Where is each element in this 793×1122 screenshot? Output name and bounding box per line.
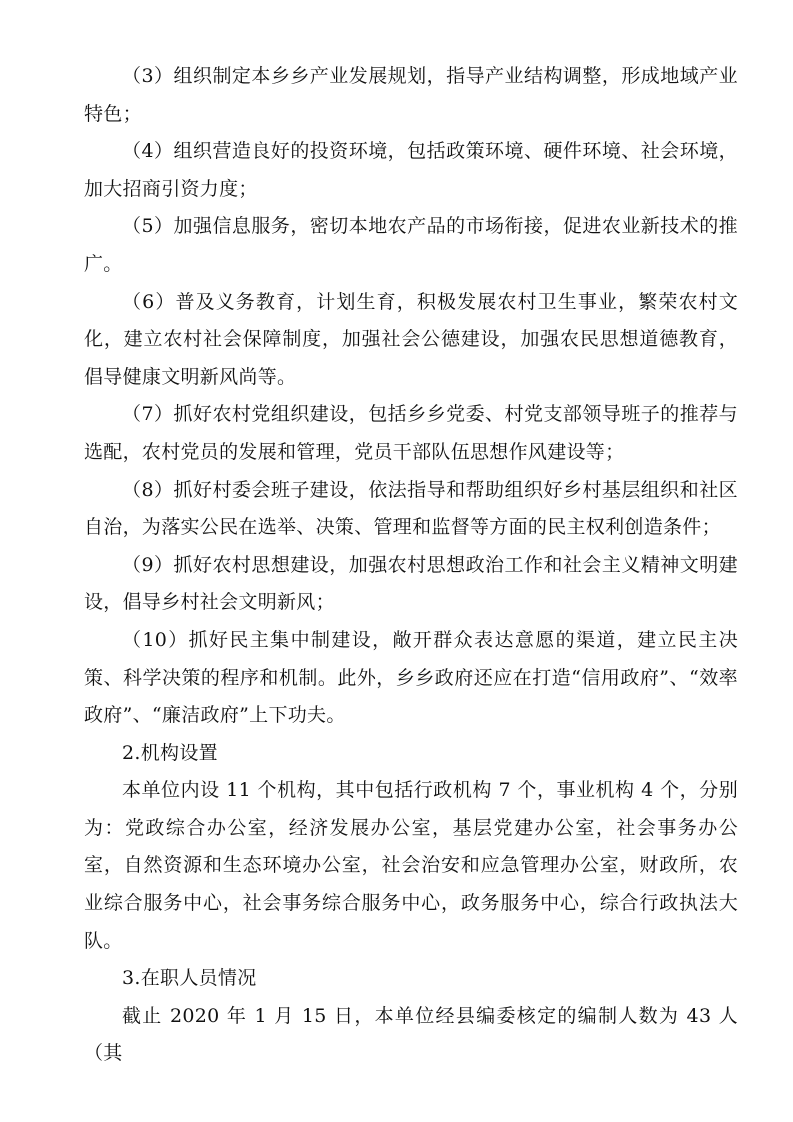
list-item: （8）抓好村委会班子建设，依法指导和帮助组织好乡村基层组织和社区自治，为落实公民在选举、决策、管理和监督等方面的民主权利创造条件； [84,478,738,539]
list-item: （3）组织制定本乡乡产业发展规划，指导产业结构调整，形成地域产业特色； [84,65,738,125]
list-item: （9）抓好农村思想建设，加强农村思想政治工作和社会主义精神文明建设，倡导乡村社会文明新风； [84,553,738,614]
list-item: （7）抓好农村党组织建设，包括乡乡党委、村党支部领导班子的推荐与选配，农村党员的发展和管理，党员干部队伍思想作风建设等； [84,403,738,463]
list-item: （4）组织营造良好的投资环境，包括政策环境、硬件环境、社会环境，加大招商引资力度； [84,140,738,200]
list-item: （5）加强信息服务，密切本地农产品的市场衔接，促进农业新技术的推广。 [84,215,738,275]
section-heading-staff: 3.在职人员情况 [122,967,257,990]
document-page [84,58,738,1073]
section-body-staff: 截止 2020 年 1 月 15 日，本单位经县编委核定的编制人数为 43 人（其 [84,1004,738,1065]
section-heading-organization: 2.机构设置 [122,741,218,764]
list-item: （10）抓好民主集中制建设，敞开群众表达意愿的渠道，建立民主决策、科学决策的程序和机制。此外，乡乡政府还应在打造“信用政府”、“效率政府”、“廉洁政府”上下功夫。 [84,628,738,727]
section-body-organization: 本单位内设 11 个机构，其中包括行政机构 7 个，事业机构 4 个，分别为：党政综合办公室，经济发展办公室，基层党建办公室，社会事务办公室，自然资源和生态环境办公室，社会治安和应急管理办公室，财政所，农业综合服务中心，社会事务综合服务中心，政务服务中心，综合行政执法大队。 [84,779,738,952]
list-item: （6）普及义务教育，计划生育，积极发展农村卫生事业，繁荣农村文化，建立农村社会保障制度，加强社会公德建设，加强农民思想道德教育，倡导健康文明新风尚等。 [84,290,738,388]
